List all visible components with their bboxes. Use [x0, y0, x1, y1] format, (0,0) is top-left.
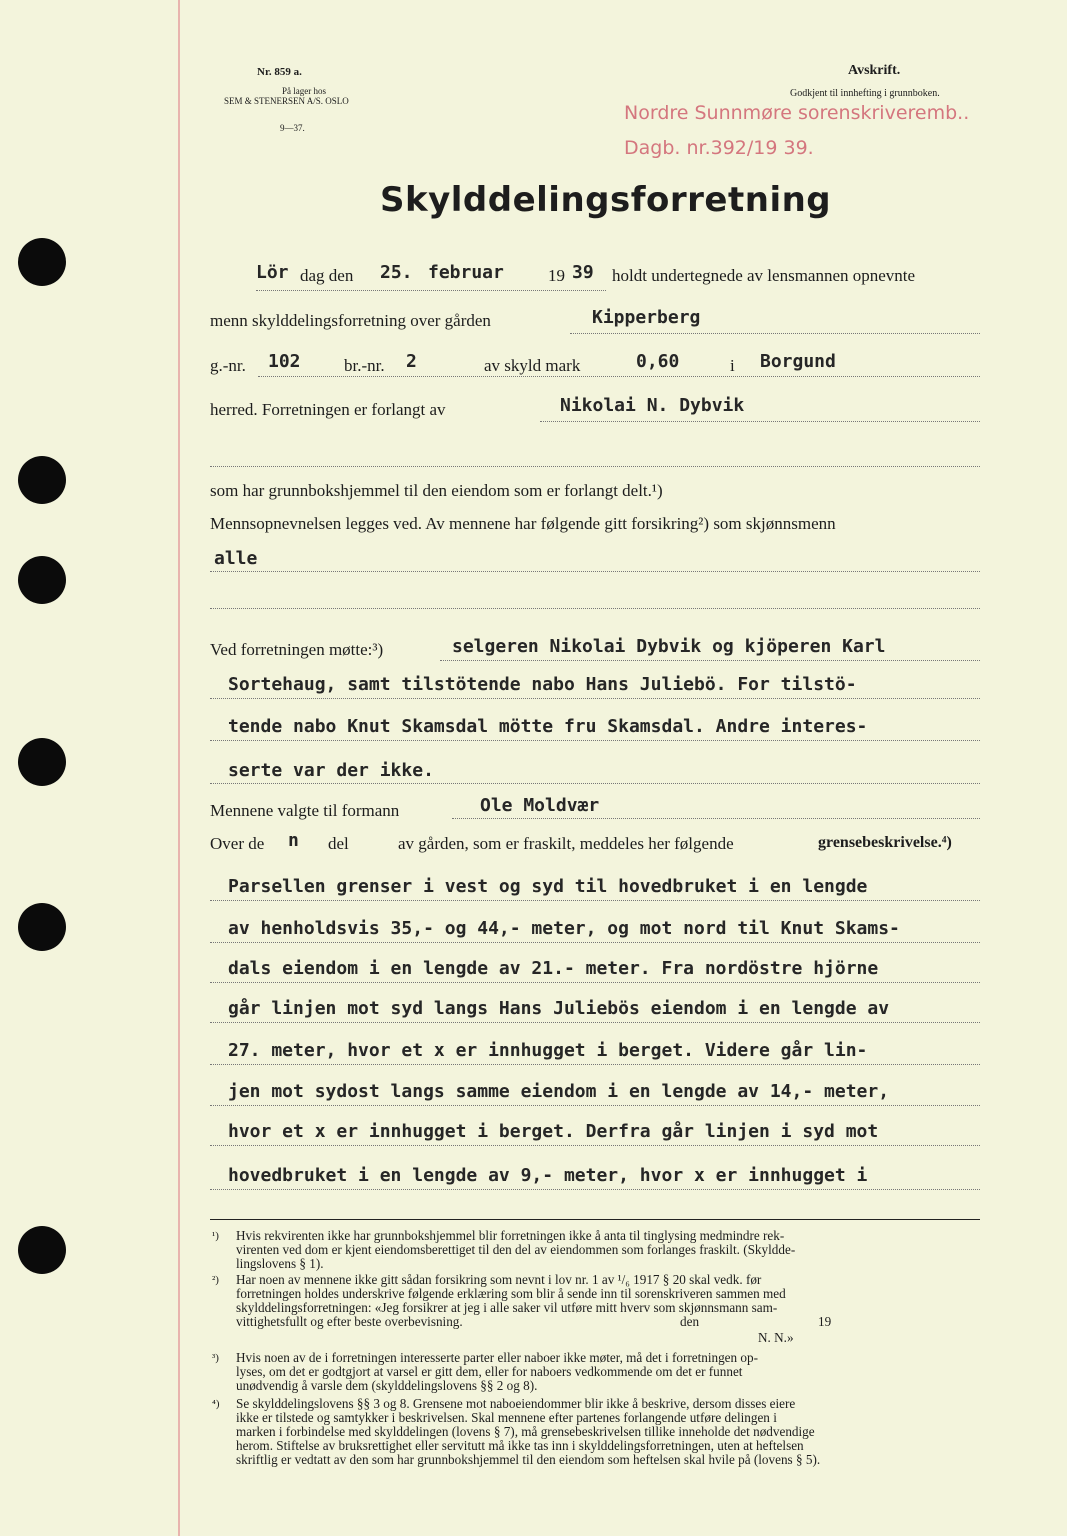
fill-line [210, 982, 980, 983]
footnote-line: lyses, om det er godtgjort at varsel er gitt dem, eller for naboers vedkommende om det er funnet [236, 1364, 743, 1379]
over-de-label: Over de [210, 834, 265, 853]
footnote-line: forretningen holdes underskrive følgende erklæring som blir å sende inn til sorenskriveren sammen med [236, 1286, 786, 1301]
fill-line [210, 698, 980, 699]
fill-line [210, 1022, 980, 1023]
margin-line [178, 0, 180, 1536]
footnote-marker: ¹) [212, 1230, 219, 1242]
copy-label: Avskrift. [848, 63, 901, 78]
fill-line [210, 942, 980, 943]
gnr-label: g.-nr. [210, 356, 246, 375]
fill-line [210, 571, 980, 572]
description-line: hvor et x er innhugget i berget. Derfra går linjen i syd mot [228, 1121, 879, 1142]
punch-hole [18, 1226, 66, 1274]
punch-hole [18, 903, 66, 951]
footnote-marker: ²) [212, 1274, 219, 1286]
fill-line [570, 333, 980, 334]
i-label: i [730, 356, 735, 375]
herred-label: herred. Forretningen er forlangt av [210, 400, 446, 419]
footnote-marker: ³) [212, 1352, 219, 1364]
attended-line: selgeren Nikolai Dybvik og kjöperen Karl [452, 636, 886, 657]
footnote-line: virenten ved dom er kjent eiendomsberettiget til den del av eiendommen som forlanges fraskilt. (Skyldde- [236, 1242, 796, 1257]
approved-text: Godkjent til innhefting i grunnboken. [790, 88, 940, 99]
del-label: del [328, 834, 349, 853]
fill-line [210, 783, 980, 784]
grunnbok-text: som har grunnbokshjemmel til den eiendom som er forlangt delt.¹) [210, 481, 663, 500]
footnote-year: 19 [818, 1314, 832, 1329]
footnote-line: marken i forbindelse med skylddelingen (lovens § 7), må grensebeskrivelsen tillike inneholde det nødvendige [236, 1424, 815, 1439]
fill-line [256, 290, 606, 291]
footnote-line: Har noen av mennene ikke gitt sådan forsikring som nevnt i lov nr. 1 av ¹/₆ 1917 § 20 skal vedk. før [236, 1272, 762, 1287]
description-line: av henholdsvis 35,- og 44,- meter, og mot nord til Knut Skams- [228, 918, 900, 939]
grense-text: av gården, som er fraskilt, meddeles her følgende [398, 834, 734, 853]
description-line: går linjen mot syd langs Hans Juliebös eiendom i en lengde av [228, 998, 890, 1019]
footnote-line: herom. Stiftelse av bruksrettighet eller servitutt må ikke tas inn i skylddelingsforretningen, uten at heftelsen [236, 1438, 804, 1453]
over-garden-label: menn skylddelingsforretning over gården [210, 311, 491, 330]
share-value: n [288, 830, 299, 851]
printer-line1: På lager hos [282, 86, 326, 96]
fill-line [452, 818, 980, 819]
fill-line [210, 1105, 980, 1106]
attended-line: tende nabo Knut Skamsdal mötte fru Skamsdal. Andre interes- [228, 716, 868, 737]
page-title: Skylddelingsforretning [380, 180, 832, 220]
gnr-value: 102 [268, 351, 301, 372]
footnote-line: skylddelingsforretningen: «Jeg forsikrer at jeg i alle saker vil utføre mitt hverv som skjønnsmann sam- [236, 1300, 778, 1315]
insured-value: alle [214, 548, 258, 569]
skyld-value: 0,60 [636, 351, 680, 372]
mennsopnevnelse-text: Mennsopnevnelsen legges ved. Av mennene har følgende gitt forsikring²) som skjønnsmenn [210, 514, 836, 533]
footnote-line: Se skylddelingslovens §§ 3 og 8. Grensene mot naboeiendommer blir ikke å beskrive, dersom disses eiere [236, 1396, 796, 1411]
fill-line [440, 660, 980, 661]
footnote-line: Hvis rekvirenten ikke har grunnbokshjemmel blir forretningen ikke å anta til tinglysing medmindre rek- [236, 1228, 785, 1243]
footnote-line: vittighetsfullt og efter beste overbevisning. [236, 1314, 463, 1329]
intro-text: holdt undertegnede av lensmannen opnevnte [612, 266, 916, 285]
form-number: Nr. 859 a. [257, 66, 302, 78]
description-line: hovedbruket i en lengde av 9,- meter, hvor x er innhugget i [228, 1165, 868, 1186]
grense-bold: grensebeskrivelse.⁴) [818, 834, 952, 851]
municipality: Borgund [760, 351, 836, 372]
footnote-line: ikke er tilstede og samtykker i beskrivelsen. Skal mennene efter partenes forlangende utføre delingen i [236, 1410, 777, 1425]
year-prefix: 19 [548, 266, 565, 285]
description-line: Parsellen grenser i vest og syd til hovedbruket i en lengde [228, 876, 868, 897]
footnote-line: skriftlig er vedtatt av den som har grunnbokshjemmel til den eiendom som heftelsen skal hvile på (lovens § 5). [236, 1452, 821, 1467]
footnote-line: lingslovens § 1). [236, 1256, 324, 1271]
formann-label: Mennene valgte til formann [210, 801, 400, 820]
bnr-label: br.-nr. [344, 356, 385, 375]
fill-line [210, 1064, 980, 1065]
footnote-line: Hvis noen av de i forretningen interesserte parter eller naboer ikke møter, må det i forretningen op- [236, 1350, 759, 1365]
month-value: februar [428, 262, 504, 283]
office-stamp: Nordre Sunnmøre sorenskriveremb.. [624, 102, 970, 124]
attended-line: serte var der ikke. [228, 760, 434, 781]
fill-line [210, 608, 980, 609]
fill-line [540, 421, 980, 422]
printer-line2: SEM & STENERSEN A/S. OSLO [224, 96, 349, 106]
year-value: 39 [572, 262, 594, 283]
punch-hole [18, 456, 66, 504]
dagbok-stamp: Dagb. nr.392/19 39. [624, 137, 814, 159]
description-line: dals eiendom i en lengde av 21.- meter. Fra nordöstre hjörne [228, 958, 879, 979]
bnr-value: 2 [406, 351, 417, 372]
dag-den-label: dag den [300, 266, 354, 285]
weekday: Lör [256, 262, 289, 283]
footnote-marker: ⁴) [212, 1398, 220, 1410]
formann-value: Ole Moldvær [480, 795, 600, 816]
description-line: jen mot sydost langs samme eiendom i en lengde av 14,- meter, [228, 1081, 890, 1102]
fill-line [210, 466, 980, 467]
footnote-divider [210, 1219, 980, 1220]
fill-line [210, 900, 980, 901]
footnote-nn: N. N.» [758, 1330, 794, 1345]
printer-date: 9—37. [280, 123, 305, 133]
fill-line [210, 740, 980, 741]
attended-label: Ved forretningen møtte:³) [210, 640, 384, 659]
fill-line [258, 376, 980, 377]
fill-line [210, 1145, 980, 1146]
day-value: 25. [380, 262, 413, 283]
farm-name: Kipperberg [592, 307, 701, 328]
description-line: 27. meter, hvor et x er innhugget i berget. Videre går lin- [228, 1040, 868, 1061]
skyld-label: av skyld mark [484, 356, 581, 375]
footnote-den: den [680, 1314, 700, 1329]
punch-hole [18, 238, 66, 286]
attended-line: Sortehaug, samt tilstötende nabo Hans Juliebö. For tilstö- [228, 674, 857, 695]
punch-hole [18, 738, 66, 786]
punch-hole [18, 556, 66, 604]
footnote-line: unødvendig å varsle dem (skylddelingslovens §§ 2 og 8). [236, 1378, 538, 1393]
requested-by: Nikolai N. Dybvik [560, 395, 745, 416]
fill-line [210, 1189, 980, 1190]
